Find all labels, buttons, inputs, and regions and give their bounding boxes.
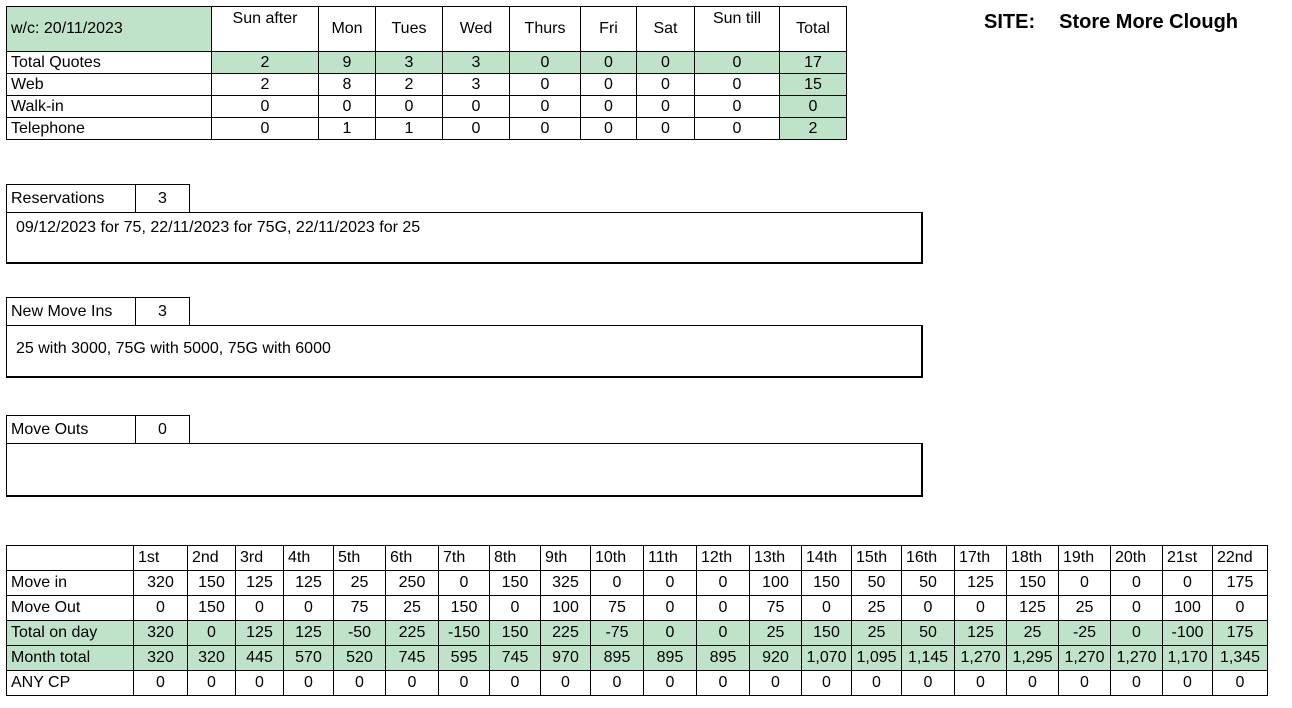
day-header: 12th <box>697 546 750 571</box>
total-cell: 15 <box>780 74 847 96</box>
cell: 0 <box>1007 671 1059 696</box>
cell: 1,295 <box>1007 646 1059 671</box>
cell: 0 <box>1059 671 1111 696</box>
site-title <box>984 11 1238 34</box>
weekly-header: Sat <box>637 7 695 52</box>
cell: 570 <box>284 646 334 671</box>
weekly-header: Sun till <box>695 7 780 52</box>
cell: 0 <box>695 74 780 96</box>
total-cell: 2 <box>780 118 847 140</box>
day-header: 15th <box>852 546 902 571</box>
day-header: 9th <box>541 546 591 571</box>
cell: 100 <box>541 596 591 621</box>
day-header: 1st <box>134 546 188 571</box>
reservations-notes: 09/12/2023 for 75, 22/11/2023 for 75G, 22/11/2023 for 25 <box>6 212 923 264</box>
weekly-header: Wed <box>443 7 510 52</box>
cell: 0 <box>697 596 750 621</box>
cell: 225 <box>386 621 439 646</box>
total-cell: 17 <box>780 52 847 74</box>
cell: 125 <box>955 621 1007 646</box>
cell: 0 <box>188 621 236 646</box>
cell: 0 <box>319 96 376 118</box>
day-header: 3rd <box>236 546 284 571</box>
cell: 175 <box>1213 621 1268 646</box>
cell: 0 <box>510 118 581 140</box>
weekly-header: Total <box>780 7 847 52</box>
cell: 0 <box>1163 571 1213 596</box>
cell: 25 <box>1007 621 1059 646</box>
cell: 125 <box>284 621 334 646</box>
cell: 150 <box>490 571 541 596</box>
cell: 1,070 <box>802 646 852 671</box>
cell: 320 <box>134 646 188 671</box>
cell: 0 <box>541 671 591 696</box>
cell: 745 <box>386 646 439 671</box>
cell: 150 <box>439 596 490 621</box>
day-header: 19th <box>1059 546 1111 571</box>
cell: 0 <box>581 52 637 74</box>
cell: 0 <box>697 621 750 646</box>
cell: 0 <box>236 671 284 696</box>
day-header: 20th <box>1111 546 1163 571</box>
monthly-row <box>7 571 1268 596</box>
cell: 0 <box>637 74 695 96</box>
cell: 1,095 <box>852 646 902 671</box>
day-header: 6th <box>386 546 439 571</box>
cell: 0 <box>695 52 780 74</box>
day-header: 18th <box>1007 546 1059 571</box>
weekly-header: Tues <box>376 7 443 52</box>
cell: -100 <box>1163 621 1213 646</box>
monthly-row <box>7 621 1268 646</box>
row-label: Walk-in <box>7 96 212 118</box>
row-label: Move in <box>7 571 134 596</box>
monthly-row <box>7 671 1268 696</box>
cell: 25 <box>1059 596 1111 621</box>
cell: 150 <box>188 596 236 621</box>
cell: 0 <box>695 118 780 140</box>
cell: 1,345 <box>1213 646 1268 671</box>
day-header: 5th <box>334 546 386 571</box>
monthly-table <box>6 545 1268 696</box>
cell: 1,145 <box>902 646 955 671</box>
monthly-row <box>7 596 1268 621</box>
cell: 50 <box>852 571 902 596</box>
cell: 125 <box>955 571 1007 596</box>
site-name: Store More Clough <box>1059 11 1239 33</box>
cell: 0 <box>1111 671 1163 696</box>
move-outs-count: 0 <box>136 416 190 444</box>
weekly-header: Sun after <box>212 7 319 52</box>
day-header: 13th <box>750 546 802 571</box>
move-outs-header <box>6 415 190 444</box>
cell: 320 <box>134 621 188 646</box>
cell: 0 <box>1111 621 1163 646</box>
cell: 0 <box>284 596 334 621</box>
cell: 9 <box>319 52 376 74</box>
cell: -50 <box>334 621 386 646</box>
cell: 0 <box>644 571 697 596</box>
cell: 1,170 <box>1163 646 1213 671</box>
cell: 0 <box>581 96 637 118</box>
cell: 0 <box>644 596 697 621</box>
day-header: 4th <box>284 546 334 571</box>
cell: 0 <box>376 96 443 118</box>
cell: 0 <box>134 596 188 621</box>
cell: 50 <box>902 571 955 596</box>
reservations-count: 3 <box>136 185 190 213</box>
cell: 520 <box>334 646 386 671</box>
cell: 0 <box>644 621 697 646</box>
reservations-header <box>6 184 190 213</box>
cell: -150 <box>439 621 490 646</box>
corner-cell <box>7 546 134 571</box>
cell: 2 <box>212 74 319 96</box>
cell: 100 <box>750 571 802 596</box>
cell: 895 <box>644 646 697 671</box>
cell: 25 <box>386 596 439 621</box>
row-label: Move Out <box>7 596 134 621</box>
reservations-label: Reservations <box>7 185 136 213</box>
weekly-header: Fri <box>581 7 637 52</box>
cell: 0 <box>697 671 750 696</box>
cell: 0 <box>591 571 644 596</box>
cell: 0 <box>1111 596 1163 621</box>
cell: 125 <box>236 571 284 596</box>
cell: 0 <box>637 52 695 74</box>
cell: 125 <box>284 571 334 596</box>
cell: 150 <box>490 621 541 646</box>
day-header: 8th <box>490 546 541 571</box>
row-label: Web <box>7 74 212 96</box>
cell: -25 <box>1059 621 1111 646</box>
cell: 445 <box>236 646 284 671</box>
cell: 0 <box>955 671 1007 696</box>
cell: 75 <box>334 596 386 621</box>
monthly-header-row <box>7 546 1268 571</box>
day-header: 22nd <box>1213 546 1268 571</box>
cell: 0 <box>439 671 490 696</box>
cell: 1,270 <box>955 646 1007 671</box>
day-header: 10th <box>591 546 644 571</box>
row-label: ANY CP <box>7 671 134 696</box>
cell: 0 <box>1163 671 1213 696</box>
cell: 75 <box>591 596 644 621</box>
cell: 325 <box>541 571 591 596</box>
cell: 0 <box>439 571 490 596</box>
cell: 895 <box>697 646 750 671</box>
cell: 250 <box>386 571 439 596</box>
cell: 3 <box>376 52 443 74</box>
move-ins-notes: 25 with 3000, 75G with 5000, 75G with 6000 <box>6 325 923 378</box>
cell: 0 <box>236 596 284 621</box>
cell: 1,270 <box>1111 646 1163 671</box>
cell: 320 <box>188 646 236 671</box>
cell: 0 <box>902 671 955 696</box>
cell: 0 <box>852 671 902 696</box>
cell: 0 <box>212 96 319 118</box>
cell: 75 <box>750 596 802 621</box>
cell: 0 <box>134 671 188 696</box>
cell: 0 <box>443 118 510 140</box>
cell: 0 <box>490 596 541 621</box>
day-header: 11th <box>644 546 697 571</box>
cell: 150 <box>802 621 852 646</box>
cell: 225 <box>541 621 591 646</box>
cell: 25 <box>852 621 902 646</box>
monthly-row <box>7 646 1268 671</box>
cell: 1,270 <box>1059 646 1111 671</box>
cell: 0 <box>695 96 780 118</box>
weekly-row-telephone <box>7 118 847 140</box>
day-header: 17th <box>955 546 1007 571</box>
row-label: Telephone <box>7 118 212 140</box>
cell: 0 <box>1059 571 1111 596</box>
row-label: Month total <box>7 646 134 671</box>
cell: 0 <box>386 671 439 696</box>
cell: 0 <box>510 74 581 96</box>
cell: 0 <box>591 671 644 696</box>
day-header: 16th <box>902 546 955 571</box>
cell: 3 <box>443 52 510 74</box>
cell: 150 <box>188 571 236 596</box>
cell: 0 <box>697 571 750 596</box>
cell: 0 <box>1111 571 1163 596</box>
cell: 175 <box>1213 571 1268 596</box>
cell: 8 <box>319 74 376 96</box>
cell: 2 <box>212 52 319 74</box>
cell: 0 <box>750 671 802 696</box>
cell: 25 <box>750 621 802 646</box>
cell: 0 <box>443 96 510 118</box>
weekly-quotes-table <box>6 6 847 140</box>
row-label: Total on day <box>7 621 134 646</box>
cell: 0 <box>955 596 1007 621</box>
cell: 0 <box>637 118 695 140</box>
cell: 3 <box>443 74 510 96</box>
cell: 0 <box>510 52 581 74</box>
cell: 0 <box>637 96 695 118</box>
cell: 970 <box>541 646 591 671</box>
week-commencing: w/c: 20/11/2023 <box>7 7 212 52</box>
weekly-row-walk-in <box>7 96 847 118</box>
day-header: 2nd <box>188 546 236 571</box>
move-ins-label: New Move Ins <box>7 298 136 326</box>
cell: 0 <box>188 671 236 696</box>
cell: 1 <box>319 118 376 140</box>
cell: 320 <box>134 571 188 596</box>
day-header: 7th <box>439 546 490 571</box>
cell: 0 <box>902 596 955 621</box>
cell: 0 <box>490 671 541 696</box>
cell: 125 <box>1007 596 1059 621</box>
weekly-header-row <box>7 7 847 52</box>
cell: 595 <box>439 646 490 671</box>
cell: 25 <box>334 571 386 596</box>
cell: 150 <box>1007 571 1059 596</box>
move-ins-header <box>6 297 190 326</box>
cell: 920 <box>750 646 802 671</box>
cell: 125 <box>236 621 284 646</box>
day-header: 21st <box>1163 546 1213 571</box>
cell: 50 <box>902 621 955 646</box>
cell: 0 <box>334 671 386 696</box>
cell: 100 <box>1163 596 1213 621</box>
move-outs-label: Move Outs <box>7 416 136 444</box>
cell: 0 <box>510 96 581 118</box>
cell: 0 <box>581 74 637 96</box>
move-ins-count: 3 <box>136 298 190 326</box>
weekly-header: Mon <box>319 7 376 52</box>
total-cell: 0 <box>780 96 847 118</box>
cell: 0 <box>1213 671 1268 696</box>
cell: 0 <box>1213 596 1268 621</box>
cell: 150 <box>802 571 852 596</box>
cell: 1 <box>376 118 443 140</box>
weekly-header: Thurs <box>510 7 581 52</box>
row-label: Total Quotes <box>7 52 212 74</box>
cell: 0 <box>284 671 334 696</box>
weekly-row-total-quotes <box>7 52 847 74</box>
move-outs-notes <box>6 443 923 497</box>
cell: -75 <box>591 621 644 646</box>
day-header: 14th <box>802 546 852 571</box>
cell: 0 <box>212 118 319 140</box>
cell: 895 <box>591 646 644 671</box>
cell: 745 <box>490 646 541 671</box>
site-label: SITE: <box>984 11 1036 33</box>
cell: 0 <box>802 671 852 696</box>
cell: 2 <box>376 74 443 96</box>
weekly-row-web <box>7 74 847 96</box>
cell: 0 <box>581 118 637 140</box>
cell: 0 <box>802 596 852 621</box>
cell: 0 <box>644 671 697 696</box>
cell: 25 <box>852 596 902 621</box>
